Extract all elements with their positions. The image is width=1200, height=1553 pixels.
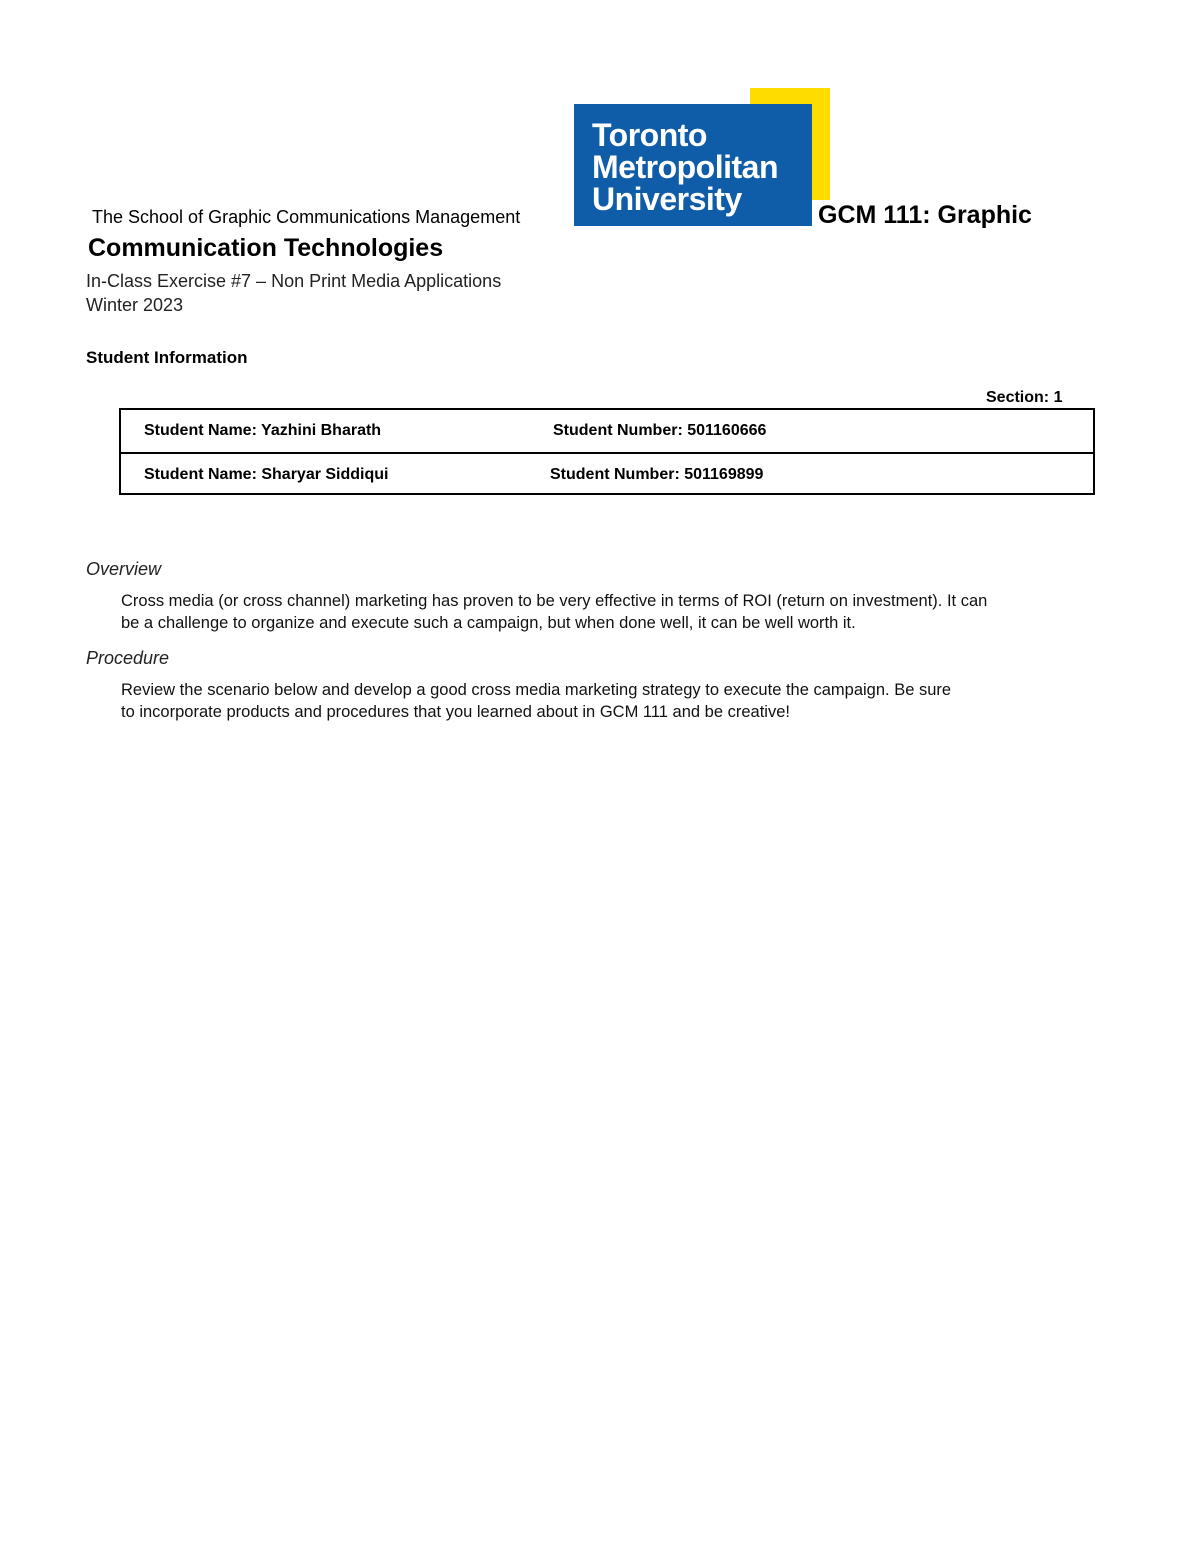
- logo-blue-block: [574, 104, 812, 226]
- overview-heading: Overview: [86, 559, 162, 579]
- course-title: Communication Technologies: [88, 234, 444, 262]
- overview-line: Cross media (or cross channel) marketing has proven to be very effective in terms of ROI (return on investment). It can: [121, 592, 988, 610]
- logo-line-1: Toronto: [592, 117, 707, 153]
- overview-paragraph: [121, 590, 1081, 634]
- table-row: [121, 454, 1093, 496]
- procedure-line: Review the scenario below and develop a good cross media marketing strategy to execute the campaign. Be sure: [121, 681, 952, 699]
- table-row: [121, 410, 1093, 454]
- logo-line-2: Metropolitan: [592, 149, 778, 185]
- exercise-title: In-Class Exercise #7 – Non Print Media Applications: [86, 271, 502, 291]
- tmu-logo: [574, 88, 830, 228]
- overview-line: be a challenge to organize and execute such a campaign, but when done well, it can be well worth it.: [121, 614, 856, 632]
- student-number: Student Number: 501169899: [550, 466, 764, 483]
- student-info-heading: Student Information: [86, 348, 248, 367]
- school-name: The School of Graphic Communications Management: [92, 207, 521, 227]
- student-name: Student Name: Sharyar Siddiqui: [144, 466, 389, 483]
- logo-line-3: University: [592, 181, 742, 217]
- procedure-line: to incorporate products and procedures that you learned about in GCM 111 and be creative!: [121, 703, 790, 721]
- student-table: [119, 408, 1095, 495]
- student-number: Student Number: 501160666: [553, 422, 767, 439]
- section-label: Section: 1: [986, 389, 1063, 406]
- procedure-heading: Procedure: [86, 648, 170, 668]
- course-code: GCM 111: Graphic: [818, 201, 1032, 229]
- student-name: Student Name: Yazhini Bharath: [144, 422, 382, 439]
- term: Winter 2023: [86, 295, 184, 315]
- procedure-paragraph: [121, 679, 1081, 723]
